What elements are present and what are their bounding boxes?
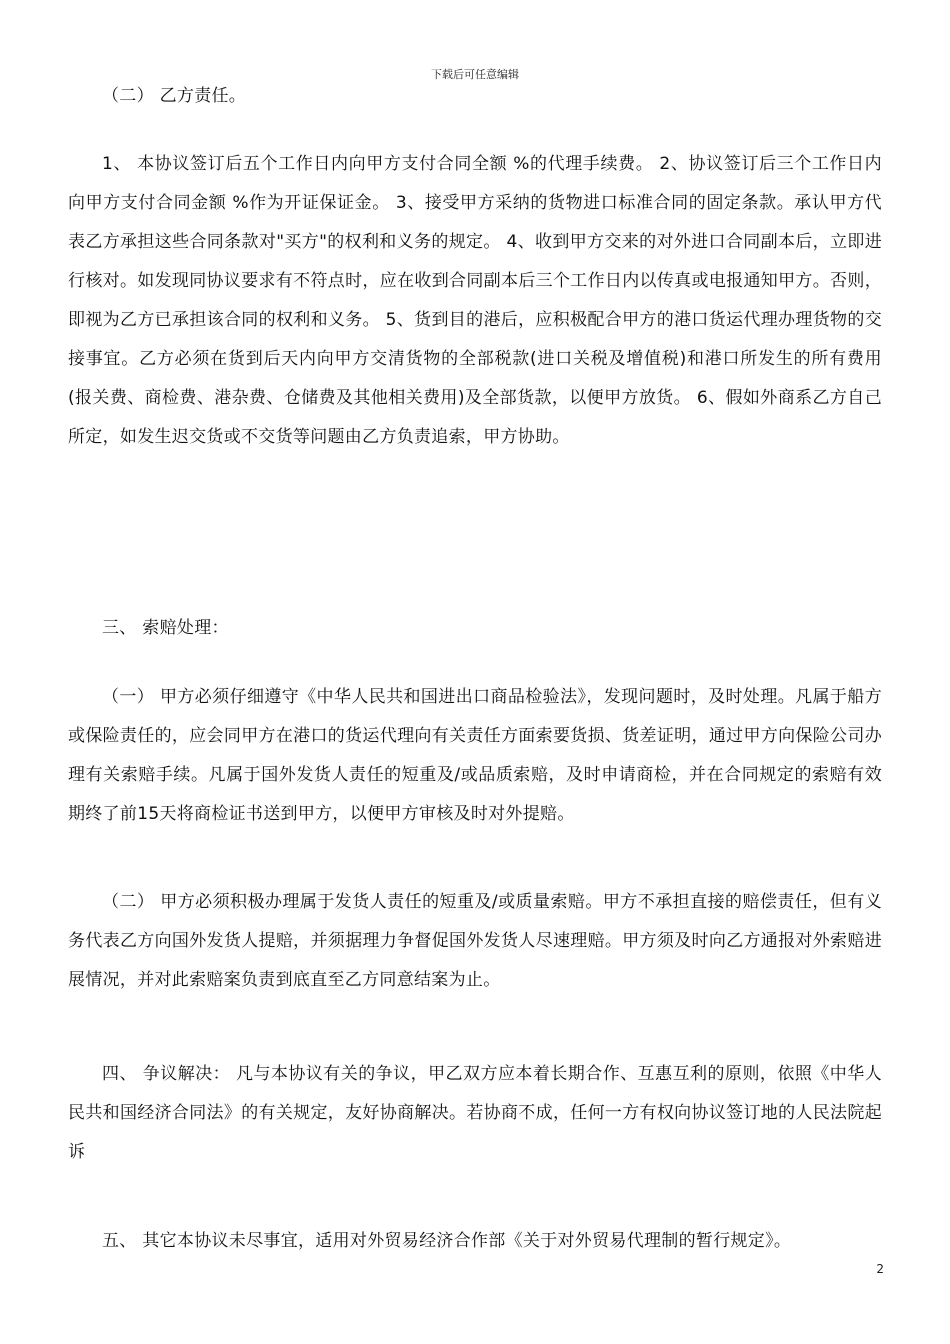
paragraph-section-2-title: （二） 乙方责任。 bbox=[102, 86, 247, 106]
paragraph-dispute-resolution: 四、 争议解决： 凡与本协议有关的争议，甲乙双方应本着长期合作、互惠互利的原则，依照《中华人民共和国经济合同法》的有关规定，友好协商解决。若协商不成，任何一方有权向协议签订地的人民法院起诉 bbox=[68, 1064, 882, 1162]
paragraph-other-matters: 五、 其它本协议未尽事宜，适用对外贸易经济合作部《关于对外贸易代理制的暂行规定》。 bbox=[102, 1231, 792, 1251]
paragraph-claims-title: 三、 索赔处理： bbox=[102, 618, 229, 638]
paragraph-claims-1: （一） 甲方必须仔细遵守《中华人民共和国进出口商品检验法》，发现问题时，及时处理。凡属于船方或保险责任的，应会同甲方在港口的货运代理向有关责任方面索要货损、货差证明，通过甲方向保险公司办理有关索赔手续。凡属于国外发货人责任的短重及/或品质索赔，及时申请商检，并在合同规定的索赔有效期终了前15天将商检证书送到甲方，以便甲方审核及时对外提赔。 bbox=[68, 687, 882, 824]
paragraph-claims-2: （二） 甲方必须积极办理属于发货人责任的短重及/或质量索赔。甲方不承担直接的赔偿责任，但有义务代表乙方向国外发货人提赔，并须据理力争督促国外发货人尽速理赔。甲方须及时向乙方通报对外索赔进展情况，并对此索赔案负责到底直至乙方同意结案为止。 bbox=[68, 892, 882, 990]
page-number: 2 bbox=[876, 1262, 884, 1276]
paragraph-party-b-duties: 1、 本协议签订后五个工作日内向甲方支付合同全额 %的代理手续费。 2、协议签订后三个工作日内向甲方支付合同金额 %作为开证保证金。 3、接受甲方采纳的货物进口标准合同的固定条款。承认甲方代表乙方承担这些合同条款对"买方"的权利和义务的规定。 4、收到甲方交来的对外进口合同副本后，立即进行核对。如发现同协议要求有不符点时，应在收到合同副本后三个工作日内以传真或电报通知甲方。否则，即视为乙方已承担该合同的权利和义务。 5、货到目的港后，应积极配合甲方的港口货运代理办理货物的交接事宜。乙方必须在货到后天内向甲方交清货物的全部税款(进口关税及增值税)和港口所发生的所有费用(报关费、商检费、港杂费、仓储费及其他相关费用)及全部货款，以便甲方放货。 6、假如外商系乙方自己所定，如发生迟交货或不交货等问题由乙方负责追索，甲方协助。 bbox=[68, 154, 882, 447]
header-note: 下载后可任意编辑 bbox=[431, 68, 519, 81]
